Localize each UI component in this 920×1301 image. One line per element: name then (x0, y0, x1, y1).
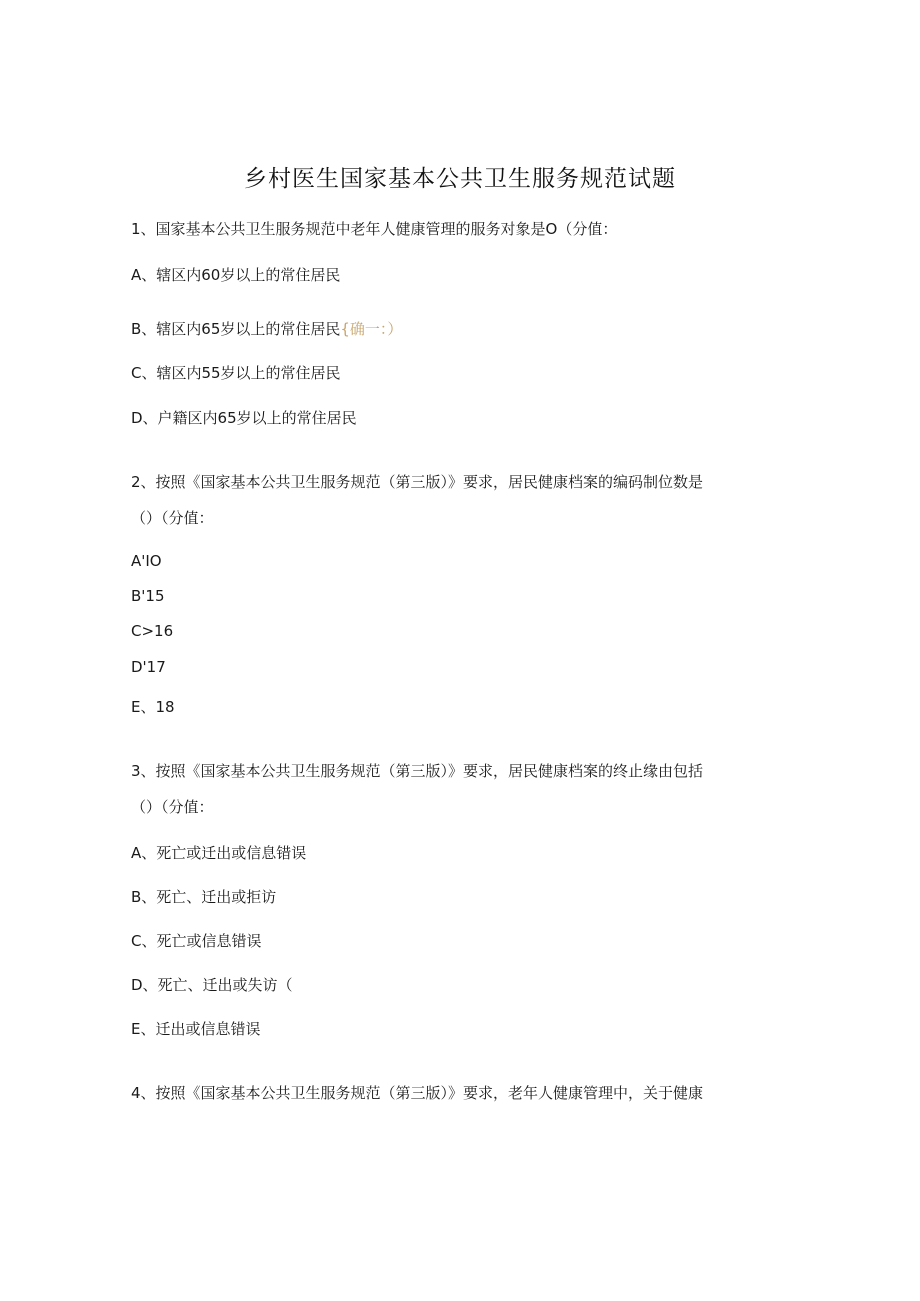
question-1-stem: 1、国家基本公共卫生服务规范中老年人健康管理的服务对象是O（分值： (131, 220, 618, 238)
answer-mark: {确一：） (340, 320, 403, 338)
question-3-option-c: C、死亡或信息错误 (131, 932, 262, 950)
question-3-option-e: E、迁出或信息错误 (131, 1020, 261, 1038)
question-2-option-c: C>16 (131, 622, 174, 640)
question-2-option-e: E、18 (131, 698, 175, 716)
question-3-option-b: B、死亡、迁出或拒访 (131, 888, 277, 906)
question-2-stem-cont: （）（分值： (131, 509, 214, 527)
question-2-option-d: D'17 (131, 658, 166, 676)
question-1-option-a: A、辖区内60岁以上的常住居民 (131, 266, 341, 284)
question-1-option-b (131, 318, 402, 339)
question-2-option-b: B'15 (131, 587, 165, 605)
question-3-option-a: A、死亡或迁出或信息错误 (131, 844, 307, 862)
question-4-stem: 4、按照《国家基本公共卫生服务规范（第三版）》要求，老年人健康管理中，关于健康 (131, 1084, 704, 1102)
option-text: B、辖区内65岁以上的常住居民 (131, 320, 341, 338)
question-1-option-c: C、辖区内55岁以上的常住居民 (131, 364, 341, 382)
question-2-stem: 2、按照《国家基本公共卫生服务规范（第三版）》要求，居民健康档案的编码制位数是 (131, 473, 704, 491)
question-1-option-d: D、户籍区内65岁以上的常住居民 (131, 409, 357, 427)
page-title: 乡村医生国家基本公共卫生服务规范试题 (244, 166, 676, 192)
question-3-option-d: D、死亡、迁出或失访（ (131, 976, 293, 994)
question-2-option-a: A'IO (131, 552, 162, 570)
question-3-stem: 3、按照《国家基本公共卫生服务规范（第三版）》要求，居民健康档案的终止缘由包括 (131, 762, 704, 780)
question-3-stem-cont: （）（分值： (131, 798, 214, 816)
